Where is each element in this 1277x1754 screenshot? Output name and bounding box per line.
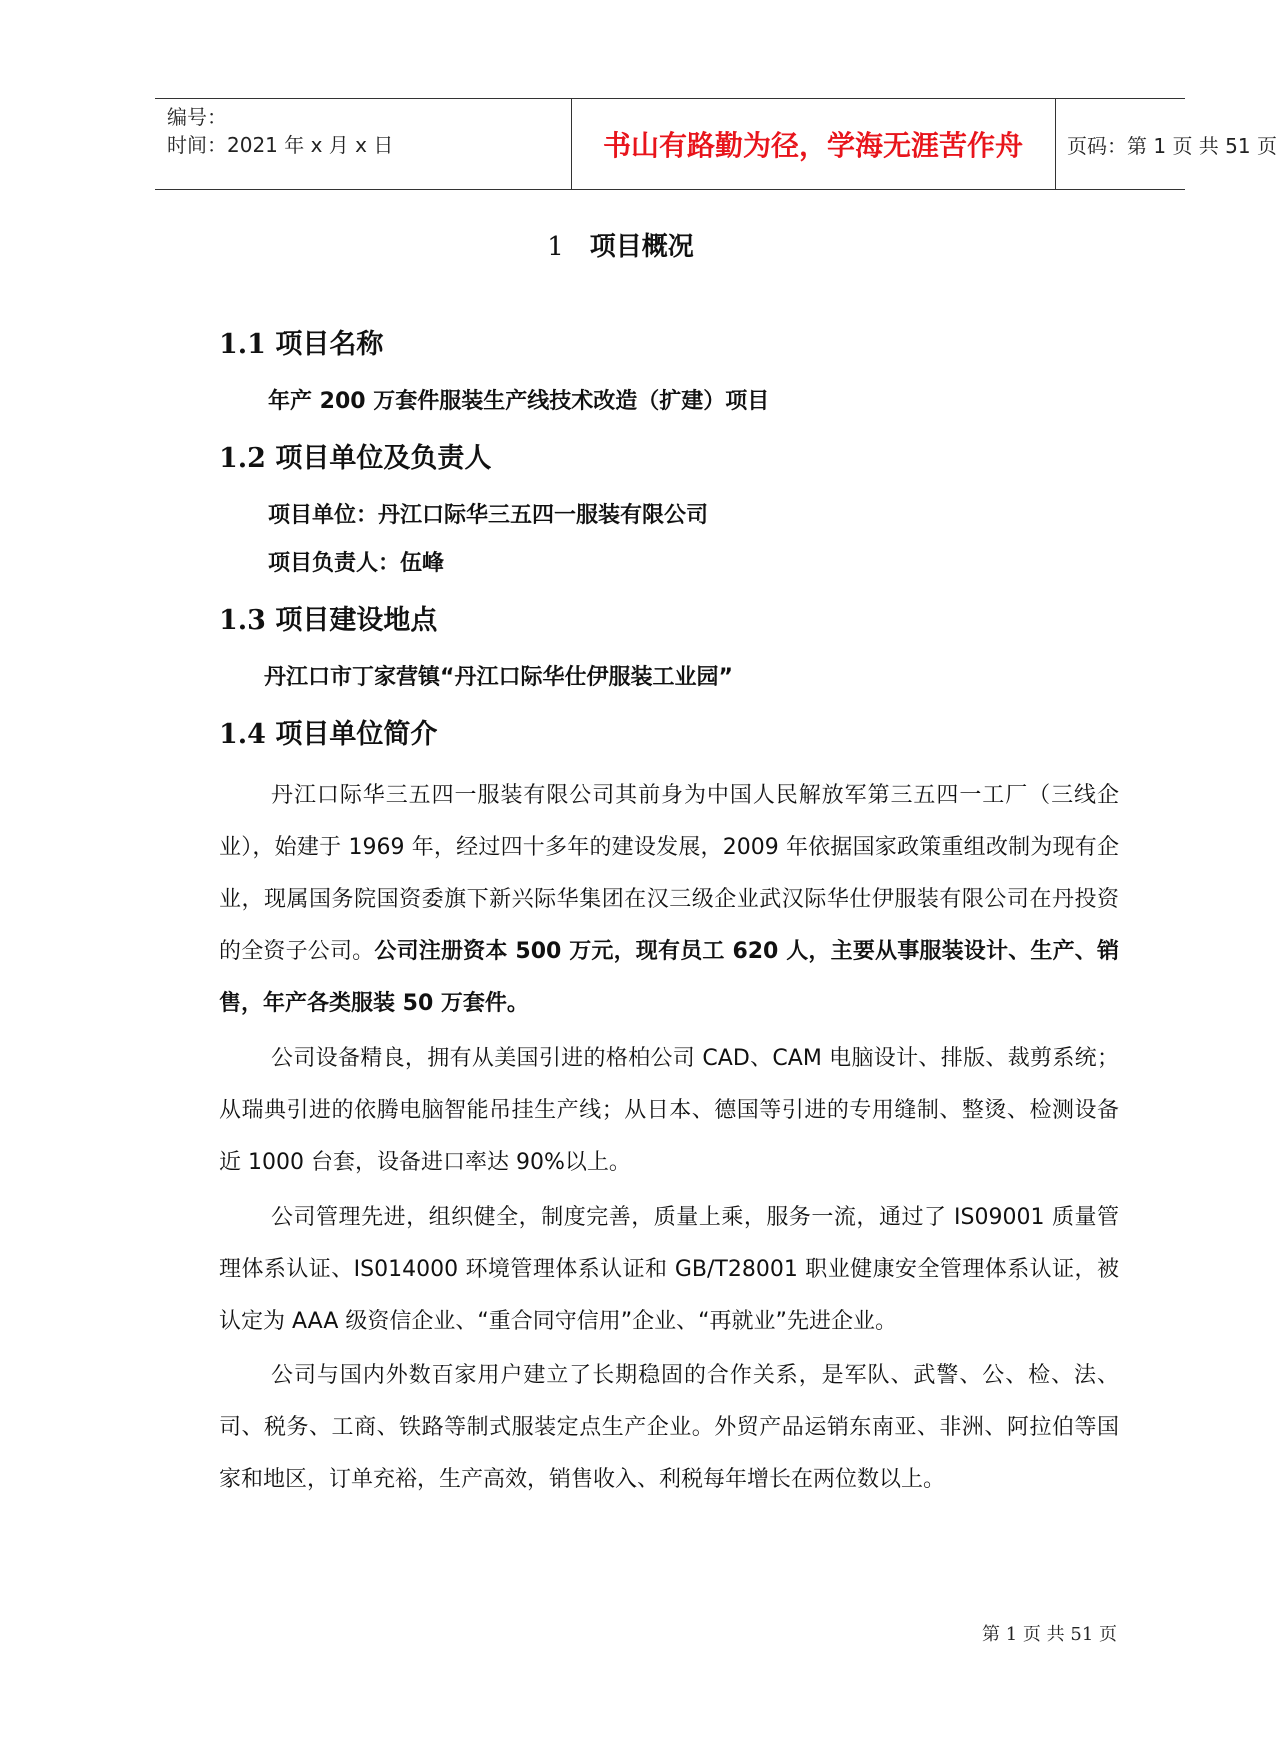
intro-paragraph-4: 公司与国内外数百家用户建立了长期稳固的合作关系，是军队、武警、公、检、法、司、税务、工商、铁路等制式服装定点生产企业。外贸产品运销东南亚、非洲、阿拉伯等国家和地区，订单充裕，生产高效，销售收入、利税每年增长在两位数以上。 bbox=[219, 1363, 1119, 1492]
project-leader: 项目负责人：伍峰 bbox=[268, 551, 445, 576]
header-page-info: 页码：第 1 页 共 51 页 bbox=[1067, 133, 1277, 158]
section-heading-1-2: 1.2 项目单位及负责人 bbox=[219, 443, 492, 474]
intro-paragraph-1-bold: 公司注册资本 500 万元，现有员工 620 人，主要从事服装设计、生产、销售，年产各类服装 50 万套件。 bbox=[219, 939, 1119, 1016]
intro-paragraph-1-text: 丹江口际华三五四一服装有限公司其前身为中国人民解放军第三五四一工厂（三线企业），始建于 1969 年，经过四十多年的建设发展，2009 年依据国家政策重组改制为现有企业，现属国务院国资委旗下新兴际华集团在汉三级企业武汉际华仕伊服装有限公司在丹投资的全资子公司。 bbox=[219, 783, 1119, 964]
intro-paragraph-1 bbox=[219, 770, 1119, 1030]
header-meta bbox=[167, 103, 567, 159]
page-footer: 第 1 页 共 51 页 bbox=[982, 1624, 1117, 1645]
project-location: 丹江口市丁家营镇“丹江口际华仕伊服装工业园” bbox=[264, 665, 733, 690]
serial-number-label: 编号： bbox=[167, 105, 227, 129]
chapter-title-text: 项目概况 bbox=[589, 232, 694, 262]
section-heading-1-4: 1.4 项目单位简介 bbox=[219, 719, 438, 750]
header-motto: 书山有路勤为径，学海无涯苦作舟 bbox=[602, 129, 1023, 162]
section-heading-1-3: 1.3 项目建设地点 bbox=[219, 605, 438, 636]
chapter-number: 1 bbox=[547, 232, 564, 262]
project-unit: 项目单位：丹江口际华三五四一服装有限公司 bbox=[268, 503, 709, 528]
intro-paragraph-2: 公司设备精良，拥有从美国引进的格柏公司 CAD、CAM 电脑设计、排版、裁剪系统；从瑞典引进的依腾电脑智能吊挂生产线；从日本、德国等引进的专用缝制、整烫、检测设备近 1000 台套，设备进口率达 90%以上。 bbox=[219, 1046, 1119, 1175]
project-name: 年产 200 万套件服装生产线技术改造（扩建）项目 bbox=[268, 389, 770, 414]
time-label: 时间：2021 年 x 月 x 日 bbox=[167, 133, 394, 157]
page-header bbox=[155, 98, 1277, 190]
intro-paragraph-3: 公司管理先进，组织健全，制度完善，质量上乘，服务一流，通过了 IS09001 质量管理体系认证、IS014000 环境管理体系认证和 GB/T28001 职业健康安全管理体系认证，被认定为 AAA 级资信企业、“重合同守信用”企业、“再就业”先进企业。 bbox=[219, 1205, 1119, 1334]
section-heading-1-1: 1.1 项目名称 bbox=[219, 329, 384, 360]
header-divider-right bbox=[1055, 99, 1056, 189]
chapter-title bbox=[0, 226, 1241, 263]
